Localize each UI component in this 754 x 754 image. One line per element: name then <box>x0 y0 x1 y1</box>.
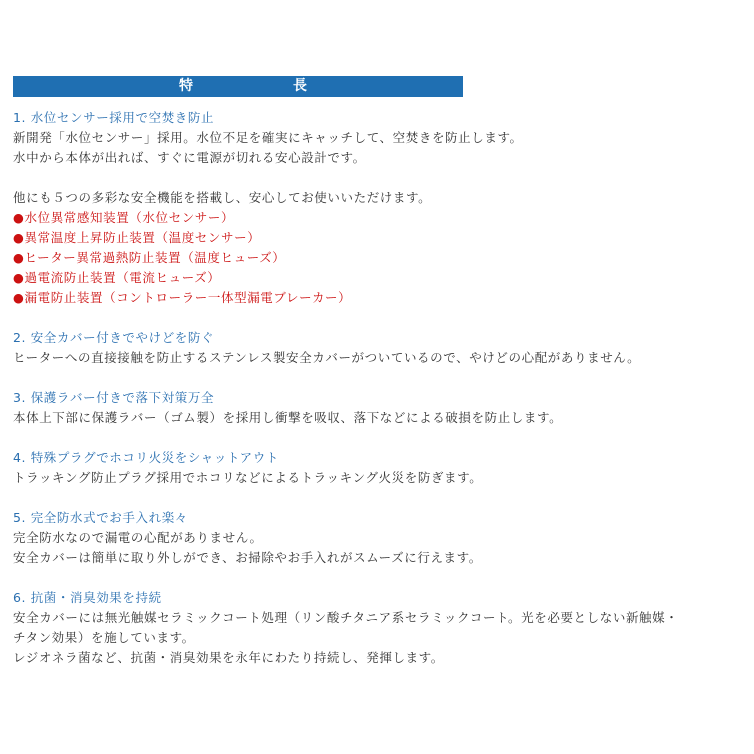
features-page <box>13 76 748 668</box>
spacer <box>13 568 748 588</box>
title-char-1: 特 <box>179 78 193 94</box>
section-4-heading: 4. 特殊プラグでホコリ火災をシャットアウト <box>13 450 279 465</box>
section-6-heading: 6. 抗菌・消臭効果を持続 <box>13 590 162 605</box>
section-6-line-3: レジオネラ菌など、抗菌・消臭効果を永年にわたり持続し、発揮します。 <box>13 650 444 665</box>
section-3-heading: 3. 保護ラバー付きで落下対策万全 <box>13 390 215 405</box>
section-6-line-2: チタン効果）を施しています。 <box>13 630 195 645</box>
section-5-line-2: 安全カバーは簡単に取り外しができ、お掃除やお手入れがスムーズに行えます。 <box>13 550 482 565</box>
spacer <box>13 488 748 508</box>
section-1-intro: 他にも５つの多彩な安全機能を搭載し、安心してお使いいただけます。 <box>13 190 432 205</box>
section-1-heading: 1. 水位センサー採用で空焚き防止 <box>13 110 215 125</box>
spacer <box>13 308 748 328</box>
section-1-line-1: 新開発「水位センサー」採用。水位不足を確実にキャッチして、空焚きを防止します。 <box>13 130 523 145</box>
spacer <box>13 368 748 388</box>
section-4-line-1: トラッキング防止プラグ採用でホコリなどによるトラッキング火災を防ぎます。 <box>13 470 483 485</box>
spacer <box>13 168 748 188</box>
safety-feature-item-3: ●ヒーター異常過熱防止装置（温度ヒューズ） <box>13 250 286 265</box>
section-3-line-1: 本体上下部に保護ラバー（ゴム製）を採用し衝撃を吸収、落下などによる破損を防止します。 <box>13 410 563 425</box>
features-content <box>13 108 748 668</box>
section-5-heading: 5. 完全防水式でお手入れ楽々 <box>13 510 188 525</box>
section-1-line-2: 水中から本体が出れば、すぐに電源が切れる安心設計です。 <box>13 150 366 165</box>
spacer <box>13 428 748 448</box>
safety-feature-item-2: ●異常温度上昇防止装置（温度センサー） <box>13 230 261 245</box>
safety-feature-item-4: ●過電流防止装置（電流ヒューズ） <box>13 270 221 285</box>
section-6-line-1: 安全カバーには無光触媒セラミックコート処理（リン酸チタニア系セラミックコート。光を必要としない新触媒・ <box>13 610 679 625</box>
title-char-2: 長 <box>293 78 307 94</box>
features-title-bar <box>13 76 463 97</box>
section-2-line-1: ヒーターへの直接接触を防止するステンレス製安全カバーがついているので、やけどの心配がありません。 <box>13 350 641 365</box>
safety-feature-item-1: ●水位異常感知装置（水位センサー） <box>13 210 235 225</box>
safety-feature-item-5: ●漏電防止装置（コントローラー一体型漏電ブレーカー） <box>13 290 352 305</box>
section-5-line-1: 完全防水なので漏電の心配がありません。 <box>13 530 263 545</box>
section-2-heading: 2. 安全カバー付きでやけどを防ぐ <box>13 330 215 345</box>
